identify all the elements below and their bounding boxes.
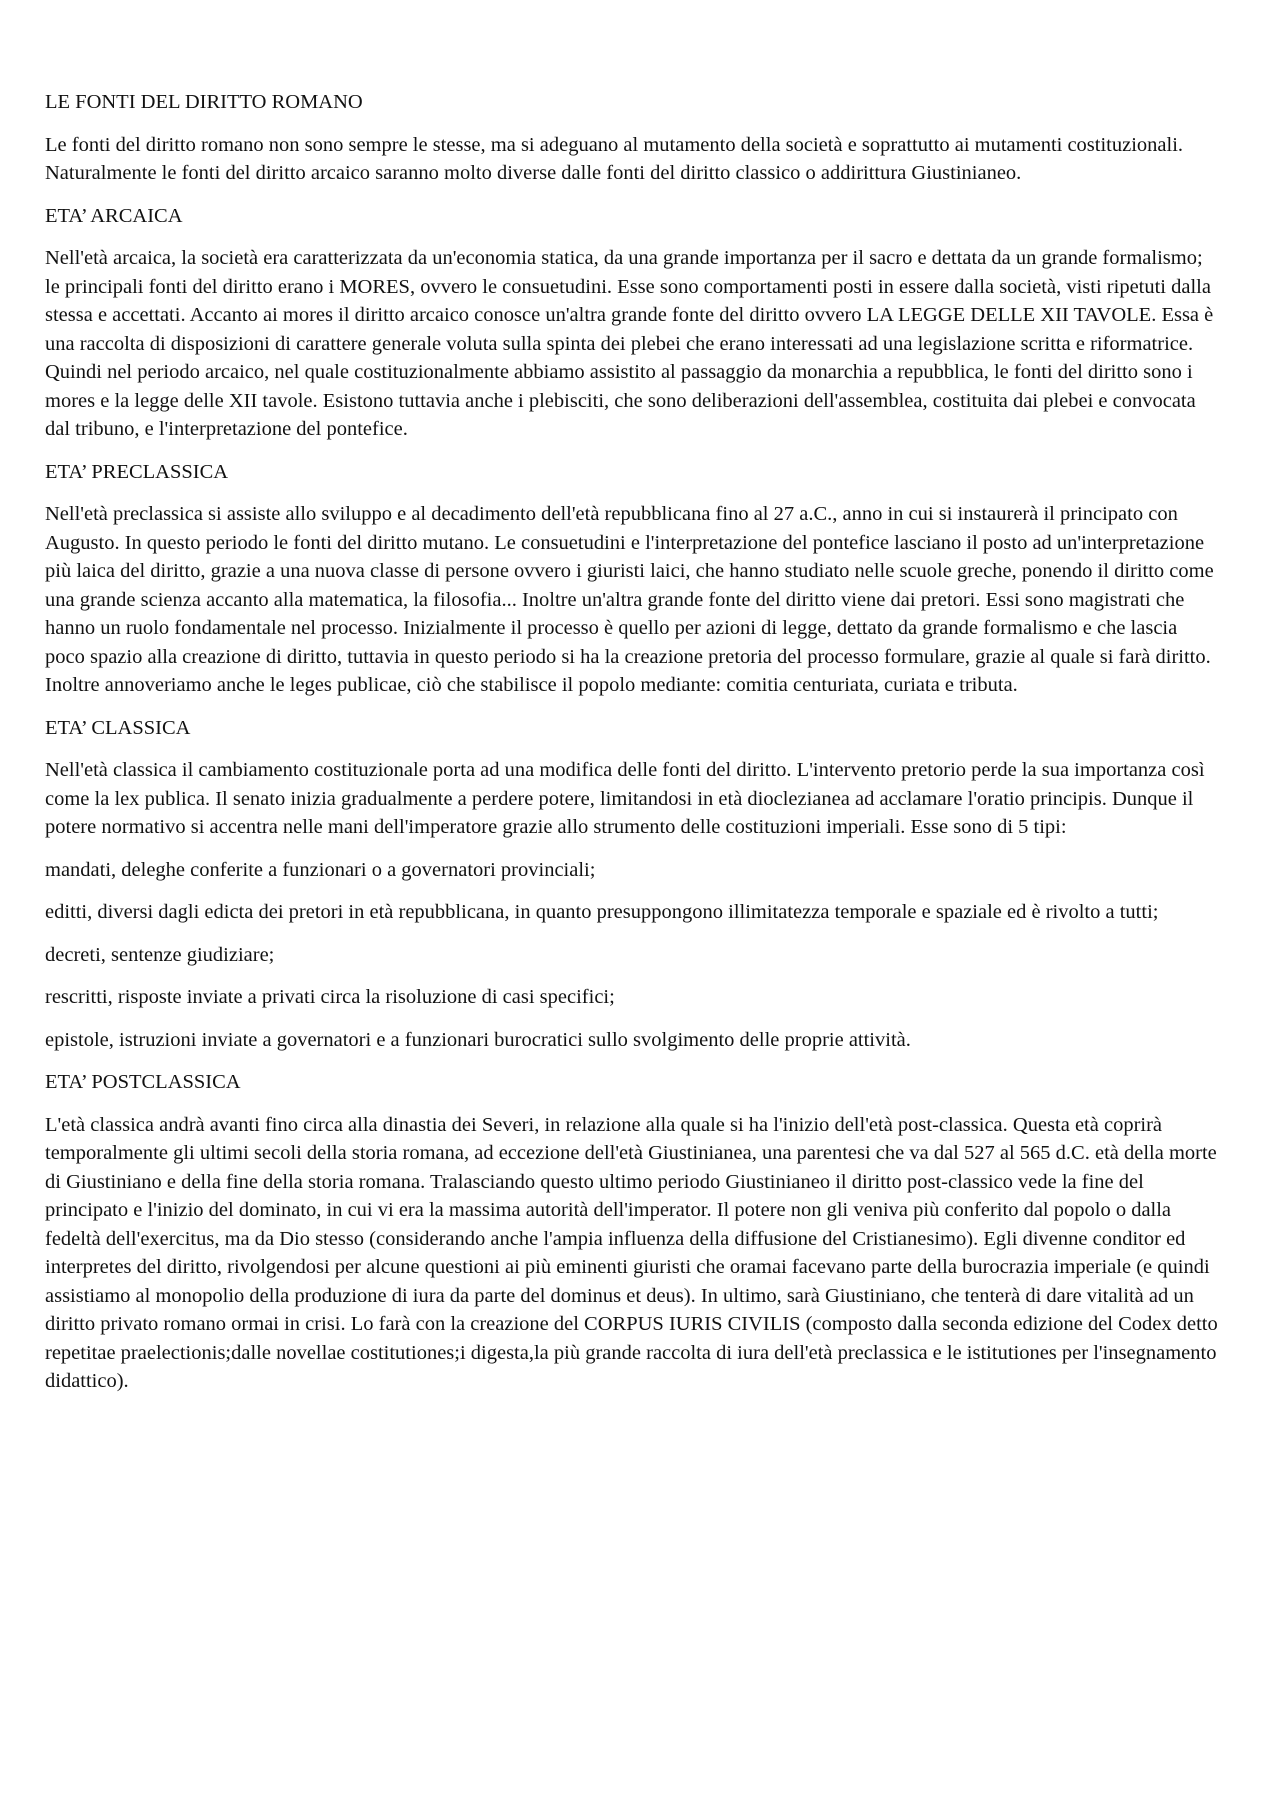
list-item-editti: editti, diversi dagli edicta dei pretori in età repubblicana, in quanto presuppongono illimitatezza temporale e spaziale ed è rivolto a tutti;	[45, 901, 1159, 923]
section-eta-preclassica	[45, 458, 1220, 700]
section-paragraph: Nell'età preclassica si assiste allo sviluppo e al decadimento dell'età repubblicana fino al 27 a.C., anno in cui si instaurerà il principato con Augusto. In questo periodo le fonti del diritto mutano. Le consuetudini e l'interpretazione del pontefice lasciano il posto ad un'interpretazione più laica del diritto, grazie a una nuova classe di persone ovvero i giuristi laici, che hanno studiato nelle scuole greche, ponendo il diritto come una grande scienza accanto alla matematica, la filosofia... Inoltre un'altra grande fonte del diritto viene dai pretori. Essi sono magistrati che hanno un ruolo fondamentale nel processo. Inizialmente il processo è quello per azioni di legge, dettato da grande formalismo e che lascia poco spazio alla creazione di diritto, tuttavia in questo periodo si ha la creazione pretoria del processo formulare, grazie al quale si farà diritto. Inoltre annoveriamo anche le leges publicae, ciò che stabilisce il popolo mediante: comitia centuriata, curiata e tributa.	[45, 503, 1214, 696]
document-title: LE FONTI DEL DIRITTO ROMANO	[45, 91, 363, 113]
section-heading: ETA’ POSTCLASSICA	[45, 1071, 241, 1093]
list-item-epistole: epistole, istruzioni inviate a governatori e a funzionari burocratici sullo svolgimento delle proprie attività.	[45, 1028, 911, 1051]
document-page	[45, 88, 1220, 1410]
list-item-mandati: mandati, deleghe conferite a funzionari o a governatori provinciali;	[45, 858, 596, 881]
section-paragraph: Nell'età classica il cambiamento costituzionale porta ad una modifica delle fonti del diritto. L'intervento pretorio perde la sua importanza così come la lex publica. Il senato inizia gradualmente a perdere potere, limitandosi in età dioclezianea ad acclamare l'oratio principis. Dunque il potere normativo si accentra nelle mani dell'imperatore grazie allo strumento delle costituzioni imperiali. Esse sono di 5 tipi:	[45, 759, 1205, 838]
section-heading: ETA’ CLASSICA	[45, 716, 191, 739]
section-eta-postclassica	[45, 1068, 1220, 1396]
list-item-decreti: decreti, sentenze giudiziare;	[45, 943, 275, 966]
section-heading: ETA’ PRECLASSICA	[45, 460, 229, 483]
section-paragraph: L'età classica andrà avanti fino circa alla dinastia dei Severi, in relazione alla quale si ha l'inizio dell'età post-classica. Questa età coprirà temporalmente gli ultimi secoli della storia romana, ad eccezione dell'età Giustinianea, una parentesi che va dal 527 al 565 d.C. età della morte di Giustiniano e della fine della storia romana. Tralasciando questo ultimo periodo Giustinianeo il diritto post-classico vede la fine del principato e l'inizio del dominato, in cui vi era la massima autorità dell'imperator. Il potere non gli veniva più conferito dal popolo o dalla fedeltà dell'exercitus, ma da Dio stesso (considerando anche l'ampia influenza della diffusione del Cristianesimo). Egli divenne conditor ed interpretes del diritto, rivolgendosi per alcune questioni ai più eminenti giuristi che oramai facevano parte della burocrazia imperiale (e quindi assistiamo al monopolio della produzione di iura da parte del dominus et deus). In ultimo, sarà Giustiniano, che tenterà di dare vitalità ad un diritto privato romano ormai in crisi. Lo farà con la creazione del CORPUS IURIS CIVILIS (composto dalla seconda edizione del Codex detto repetitae praelectionis;dalle novellae costitutiones;i digesta,la più grande raccolta di iura dell'età preclassica e le istitutiones per l'insegnamento didattico).	[45, 1113, 1218, 1392]
section-eta-classica	[45, 714, 1220, 1055]
section-heading: ETA’ ARCAICA	[45, 204, 183, 227]
intro-paragraph: Le fonti del diritto romano non sono sempre le stesse, ma si adeguano al mutamento della società e soprattutto ai mutamenti costituzionali. Naturalmente le fonti del diritto arcaico saranno molto diverse dalle fonti del diritto classico o addirittura Giustinianeo.	[45, 133, 1184, 184]
section-eta-arcaica	[45, 202, 1220, 444]
section-paragraph: Nell'età arcaica, la società era caratterizzata da un'economia statica, da una grande importanza per il sacro e dettata da un grande formalismo; le principali fonti del diritto erano i MORES, ovvero le consuetudini. Esse sono comportamenti posti in essere dalla società, visti ripetuti dalla stessa e accettati. Accanto ai mores il diritto arcaico conosce un'altra grande fonte del diritto ovvero LA LEGGE DELLE XII TAVOLE. Essa è una raccolta di disposizioni di carattere generale voluta sulla spinta dei plebei che erano interessati ad una legislazione scritta e riformatrice. Quindi nel periodo arcaico, nel quale costituzionalmente abbiamo assistito al passaggio da monarchia a repubblica, le fonti del diritto sono i mores e la legge delle XII tavole. Esistono tuttavia anche i plebisciti, che sono deliberazioni dell'assemblea, costituita dai plebei e convocata dal tribuno, e l'interpretazione del pontefice.	[45, 247, 1214, 440]
list-item-rescritti: rescritti, risposte inviate a privati circa la risoluzione di casi specifici;	[45, 986, 615, 1008]
